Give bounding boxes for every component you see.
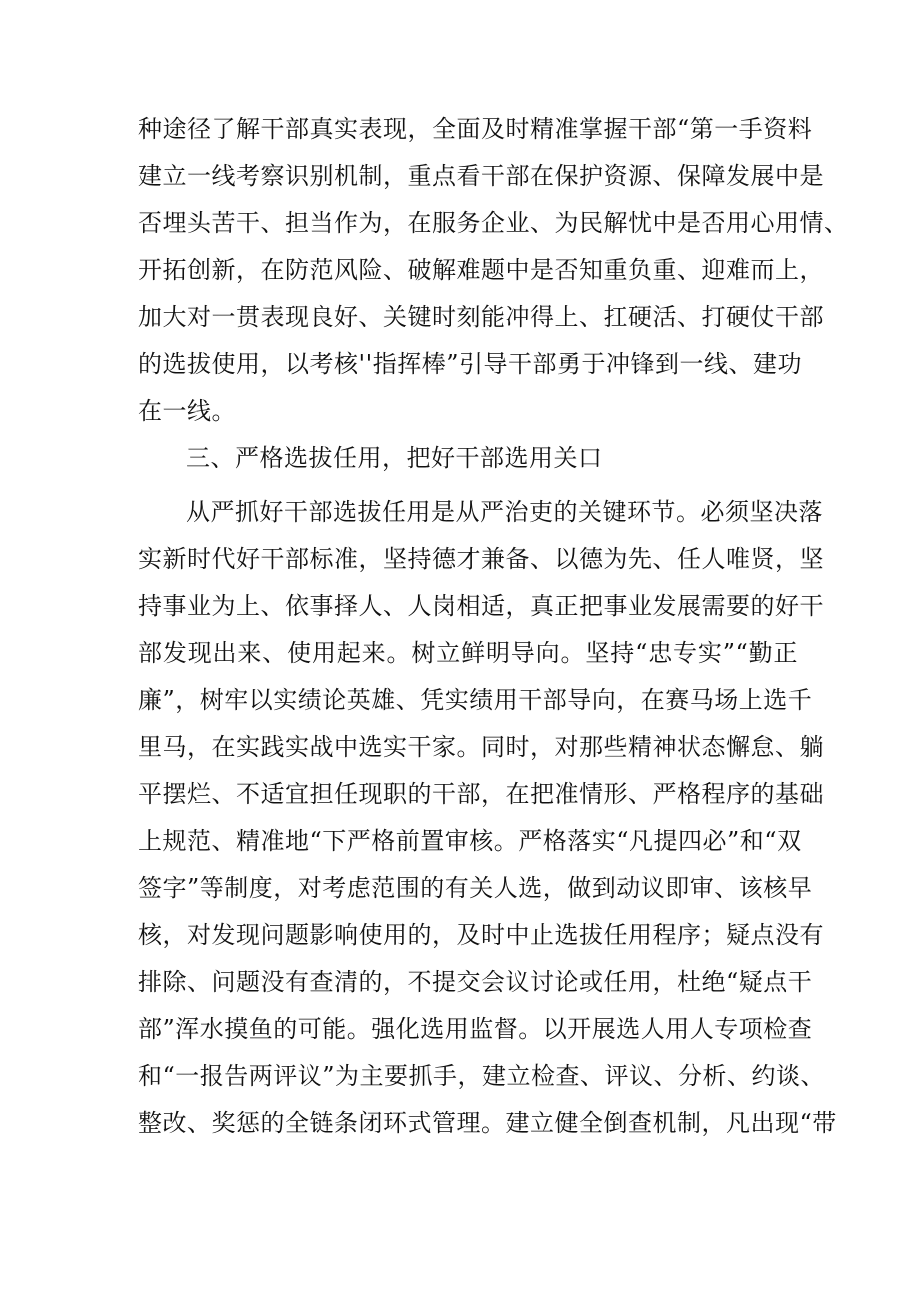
text-line: 里马，在实践实战中选实干家。同时，对那些精神状态懈怠、躺: [138, 733, 824, 761]
paragraph-first-line: 从严抓好干部选拔任用是从严治吏的关键环节。必须坚决落: [186, 498, 823, 526]
text-line: 部”浑水摸鱼的可能。强化选用监督。以开展选人用人专项检查: [138, 1015, 813, 1043]
text-line: 种途径了解干部真实表现，全面及时精准掌握干部“第一手资料: [138, 115, 813, 143]
text-line: 实新时代好干部标准，坚持德才兼备、以德为先、任人唯贤，坚: [138, 545, 824, 573]
text-line: 排除、问题没有查清的，不提交会议讨论或任用，杜绝“疑点干: [138, 968, 813, 996]
text-line: 建立一线考察识别机制，重点看干部在保护资源、保障发展中是: [138, 162, 824, 190]
text-line: 开拓创新，在防范风险、破解难题中是否知重负重、迎难而上，: [138, 256, 824, 284]
text-line: 的选拔使用，以考核''指挥棒”引导干部勇于冲锋到一线、建功: [138, 350, 802, 378]
text-line: 在一线。: [138, 397, 236, 425]
text-line: 部发现出来、使用起来。树立鲜明导向。坚持“忠专实”“勤正: [138, 639, 798, 667]
text-line: 平摆烂、不适宜担任现职的干部，在把准情形、严格程序的基础: [138, 780, 824, 808]
text-line: 上规范、精准地“下严格前置审核。严格落实“凡提四必”和“双: [138, 827, 802, 855]
text-line: 持事业为上、依事择人、人岗相适，真正把事业发展需要的好干: [138, 592, 824, 620]
text-line: 核，对发现问题影响使用的，及时中止选拔任用程序；疑点没有: [138, 921, 824, 949]
text-line: 否埋头苦干、担当作为，在服务企业、为民解忧中是否用心用情、: [138, 209, 849, 237]
text-line: 整改、奖惩的全链条闭环式管理。建立健全倒查机制，凡出现“带: [138, 1109, 837, 1137]
section-heading: 三、严格选拔任用，把好干部选用关口: [186, 444, 603, 472]
text-line: 签字”等制度，对考虑范围的有关人选，做到动议即审、该核早: [138, 874, 813, 902]
text-line: 廉”，树牢以实绩论英雄、凭实绩用干部导向，在赛马场上选千: [138, 686, 813, 714]
text-line: 加大对一贯表现良好、关键时刻能冲得上、扛硬活、打硬仗干部: [138, 303, 824, 331]
text-line: 和“一报告两评议”为主要抓手，建立检查、评议、分析、约谈、: [138, 1062, 826, 1090]
